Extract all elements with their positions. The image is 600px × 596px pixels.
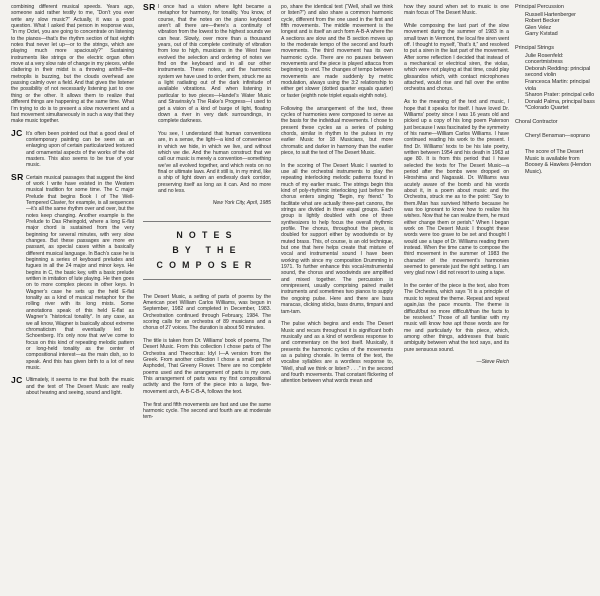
intro-paragraph: combining different musical speeds. Years ago, someone said rather testily to me, “Don’t you ever write any slow music?” Actually, it was a good question. What I asked that person in response was, “In my Octet, you are going to concentrate on listening to the pianos—that’s the rhythm section of fast eighth notes that never let up—or to the strings, which are playing much more spaciously?” Sustaining instruments like strings or the electric organ often move at a very slow rate of change in my pieces, while clattering in their midst is a throwing anthill—the metroplis is buzzing, but the clouds overhead are passing calmly over a field. And that gives the listener the possibility of not necessarily listening just to one thing or the other. It allows them to realize that different things are happening at the same time. What I’m trying to do is to present a slow movement and a fast movement simultaneously in such a way that they make music together. [11, 4, 134, 125]
credit-name: *Colorado Quartet [525, 105, 569, 112]
credit-group [515, 133, 600, 140]
column-1 [11, 4, 134, 402]
interview-entry [11, 172, 134, 372]
column-2 [143, 1, 271, 427]
speaker-initials: SR [143, 1, 156, 12]
composer-signoff: —Steve Reich [476, 358, 509, 365]
entry-text: I once had a vision where light became a metaphor for harmony, for tonality. You know, of course, that the notes on the piano keyboard aren’t all there are—there’s a continuity of vibration from the lowest to the highest sounds we can hear. Slowly, over more than a thousand years, out of this complete continuity of vibration from low to high, musicians in the West have evolved the selection and ordering of notes we find on the keyboard and in all our other instruments. These notes, and the harmonic system we have used to order them, struck me as a light radiating out of the dark infinitude of available vibrations. And when listening in particular to two pieces—Handel’s Water Music and Stravinsky’s The Rake’s Progress—I used to get a vision of a kind of barge of light, floating down a river in very dark surroundings, in complete darkness. You see, I understand that human conventions are, in a sense, the light—a kind of convenience in which we hide, in which we live, and without which we die. And the human construct that we call our music is merely a convention—something we’ve all evolved together, and which rests on no final or ultimate laws. And it still is, in my mind, like a ship of light down an endlessly dark corridor, preserving itself as long as it can. And no more and no less. [158, 4, 271, 194]
credit-name: Julie Rosenfeld: concertmistress [525, 52, 564, 66]
column-3 [281, 4, 393, 391]
credit-name: Robert Becker [525, 18, 560, 25]
entry-text: Ultimately, it seems to me that both the music and the text of The Desert Music are really about hearing and seeing, sound and light. [26, 377, 134, 396]
speaker-initials: JC [11, 128, 23, 139]
interview-entry [11, 128, 134, 169]
credit-name: Sharon Prater: principal cello [525, 92, 595, 99]
speaker-initials: JC [11, 374, 23, 385]
credit-name: Cheryl Bensman—soprano [525, 132, 590, 139]
credit-name: Russell Hartenberger [525, 11, 576, 18]
column-4 [404, 4, 509, 365]
notes-continued: how they sound when set to music is one main focus of The Desert Music. While composing the last part of the slow movement during the summer of 1983 in a small town in Vermont, the local fire siren went off. I thought to myself, “that’s it,” and resolved to put a siren in the last part of the movement. After some reflection I decided that instead of a mechanical or electrical siren, the violas, which were not playing at that time, could play glissandos which, with contact microphones attached, would rise and fall over the entire orchestra and chorus. As to the meaning of the text and music, I hope that it speaks for itself. I have loved Dr. Williams’ poetry since I was 16 years old and picked up a copy of his long poem Paterson just because I was fascinated by the symmetry of his name—William Carlos Williams. I have continued reading his work to the present. I find Dr. Williams’ texts to be his late poetry, written between 1954 and his death in 1963 at age 80. It is from this period that I have selected the texts for The Desert Music—a period after the bombs were dropped on Hiroshima and Nagasaki. Dr. Williams was acutely aware of the bomb and his words about it, in a poem about music and the Orchestra, struck me as to the point: “Say to them./Man has survived hitherto because he was too ignorant to know how to realize his wishes. Now that he can realize them, he must either change them or perish.” When I began work on The Desert Music I thought these words were too grave to be set and thought I would use a tape of Dr. Williams reading them instead. When the time came to compose the third movement in the summer of 1983 the character of the movement’s harmonies seemed to generate just the right setting. I am very glad now I did not resort to using a tape. In the center of the piece is the text, also from The Orchestra, which says “It is a principle of music to repeat the theme. Repeat and repeat again,/as the pace mounts. The theme is difficult/but no more difficult/than the facts to be resolved.” Those of all familiar with my music will know how apt those words are for me and particularly for this piece, which, among other things, addresses that basic ambiguity between what the text says, and its pure sensuous sound. [404, 4, 510, 353]
interview-entry [143, 1, 271, 194]
notes-heading [143, 221, 271, 280]
credit-name: Francesca Martin: principal viola [525, 78, 590, 92]
entry-text: It’s often been pointed out that a good deal of contemporary painting can be seen as an enlarging upon of certain particularized textured and ornamental aspects of the works of the old masters. This also seems to be true of your music. [26, 130, 134, 169]
notes-heading-line: BY THE [172, 244, 242, 255]
credit-group [515, 45, 600, 112]
notes-continued: po, share the identical text (“Well, shall we think or listen?”) and also share a common harmonic cycle, different from the one used in the first and fifth movements. The middle movement is the longest and is itself an arch form A-B-A where the A sections are slow and the B section moves up to the moderate tempo of the second and fourth movements. The third movement has its own harmonic cycle. There are no pauses between movements and the piece is played attacca from beginning to end. The changes of tempo between movements are made suddenly by metric modulation, always using the 3:2 relationship to either get slower (dotted quarter equals quarter) or faster (eighth note triplet equals eighth note). Following the arrangement of the text, three cycles of harmonies were composed to serve as the basis for the individual movements. I chose to present these cycles as a series of pulsing chords, similar in rhythm to the pulses in my earlier Music for 18 Musicians, but more chromatic and darker in harmony than the earlier piece, to suit the text of The Desert Music. In the scoring of The Desert Music I wanted to use all the orchestral instruments to play the repeating interlocking melodic patterns found in much of my earlier music. The strings begin this kind of poly-rhythmic interlocking just before the chorus enters singing “Begin, my friend.” To facilitate what are actually three-part canons, the strings are divided in three equal groups. Each group is lightly doubled with one of three synthesizers to help focus the overall rhythmic profile. The chorus, throughout the piece, is doubled for support either by woodwinds or by muted brass. This, of course, is an old technique, but one that here helps create that mixture of vocal and instrumental sound I have been working with since my composition Drumming in 1971. To further enhance this vocal-instrumental sound, the chorus and woodwinds are amplified and mixed together. The percussion is omnipresent, usually comprising paired mallet instruments and sometimes two pianos to supply the ongoing pulse. Here and there are bass maracas, clicking sticks, bass drums, timpani and tam-tam. The pulse which begins and ends The Desert Music and recurs throughout it is significant both musically and as a kind of wordless response to and commentary on the text itself. Musically, it presents the harmonic cycles of the movements as a pulsing chorale. In terms of the text, the vocalise syllables are a wordless response to, “Well, shall we think or listen? . . .” in the second and fourth movements. That constant flickering of attention between what words mean and [281, 4, 393, 385]
credits-column [515, 4, 600, 175]
credit-group [515, 119, 600, 126]
credit-heading: Principal Percussion [515, 4, 564, 10]
interview-entry [11, 374, 134, 396]
score-availability: The score of The Desert Music is available from Boosey & Hawkes (Hendon Music). [525, 149, 592, 175]
entry-text: Certain musical passages that suggest the kind of work I write have existed in the Western musical tradition for some time. The C major Prelude that begins Book I of The Well-Tempered Clavier, for example, is all sequences—it’s all the same rhythm over and over, but the notes keep changing. Another example is the Prelude to Das Rheingold, where a long E-flat major chord is sustained from the very beginning for several minutes, with very slow changes. But these passages are more en passant, as special cases within a basically different musical language. In Bach’s case he is beginning a series of keyboard preludes and fugues in all the 24 major and minor keys. He begins in C, the basic key, with a basic prelude written in imitation of lute playing. He then goes on to more complex pieces in other keys. In Wagner’s case he sets up the held E-flat tonality as a kind of musical metaphor for the rolling river with its long mists. Some annotations speak of this held E-flat as Wagner’s “historical tonality”. In any case, as we all know, Wagner is basically about extreme chromaticism that eventually led to Schoenberg. It’s only now that we’ve come to focus on this kind of repeating melodic pattern or long-held tonality as the center of compositional interest—as the main dish, so to speak. And this has given birth to a lot of new music. [26, 174, 134, 371]
credit-heading: Principal Strings [515, 44, 554, 51]
credit-name: Donald Palma, principal bass [525, 98, 595, 105]
credit-name: Garry Kvistad [525, 31, 558, 38]
credit-group [515, 4, 600, 38]
notes-heading-line: COMPOSER [156, 259, 258, 270]
interview-dateline: New York City, April, 1985 [212, 200, 271, 207]
credits [515, 4, 600, 175]
credit-name: Glen Velez [525, 24, 552, 31]
speaker-initials: SR [11, 172, 24, 183]
credit-heading: Choral Contractor [515, 118, 558, 125]
notes-heading-line: NOTES [176, 229, 238, 240]
notes-text: The Desert Music, a setting of parts of poems by the American poet William Carlos Williams, was begun in September, 1982 and completed in December, 1983. Orchestration continued through February, 1984. The scoring calls for an orchestra of 89 musicians and a chorus of 27 voices. The duration is about 50 minutes. The title is taken from Dr. Williams’ book of poems, The Desert Music. From this collection I chose parts of The Orchestra and Theocritus: Idyl I—A version from the Greek. From another collection I chose a small part of Asphodel, That Greeny Flower. There are no complete poems used and the arrangement of parts is my own. This arrangement of parts was my first compositional activity and the form of the piece into a large, five-movement arch, A-B-C-B-A, follows the text. The first and fifth movements are fast and use the same harmonic cycle. The second and fourth are at moderate tem- [143, 293, 271, 421]
credit-name: Deborah Redding: principal second violin [525, 65, 591, 79]
